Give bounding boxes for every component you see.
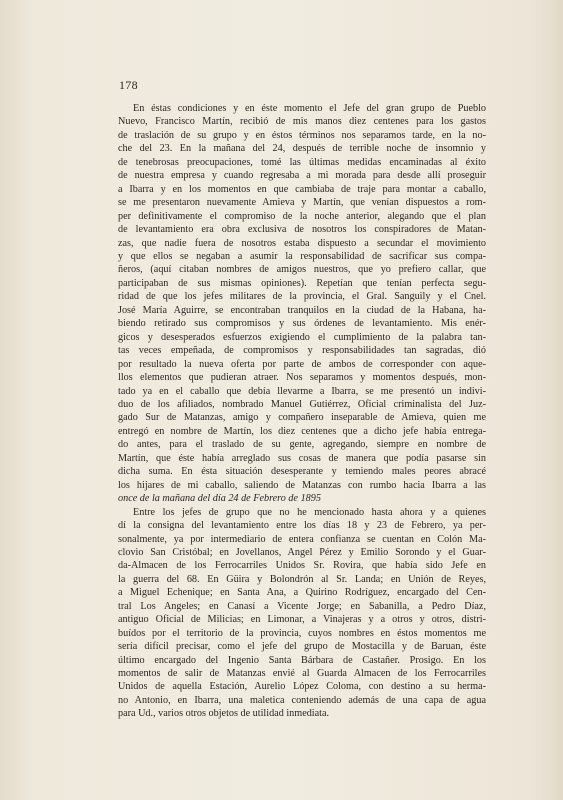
text-line: Nuevo, Francisco Martín, recibió de mis manos diez centenes para los gastos — [118, 116, 486, 128]
text-line: de traslación de su grupo y en éstos términos nos separamos tarde, en la no- — [118, 129, 486, 141]
text-line: la guerra del 68. En Güira y Bolondrón al Sr. Landa; en Unión de Reyes, — [118, 573, 486, 585]
text-line: se me presentaron nuevamente Amieva y Martín, que venían dispuestos a rom- — [118, 197, 486, 209]
text-line: En éstas condiciones y en éste momento el Jefe del gran grupo de Pueblo — [133, 103, 486, 114]
text-line: los hijares de mi caballo, saliendo de Matanzas con rumbo hacia Ibarra a las — [118, 479, 486, 491]
text-line: a Ibarra y en los momentos en que cambiaba de traje para montar a caballo, — [118, 183, 486, 195]
text-line: Unidos de aquella Estación, Aurelio López Coloma, con destino a su herma- — [118, 681, 486, 693]
text-line: sería difícil precisar, como el jefe del grupo de Mostacilla y de Baruan, éste — [118, 641, 486, 653]
text-line: tral Los Angeles; en Canasí a Vicente Jorge; en Sabanilla, a Pedro Díaz, — [118, 600, 486, 612]
text-line: último encargado del Ingenio Santa Bárbara de Castañer. Prosigo. En los — [118, 654, 486, 666]
text-line: do antes, para el traslado de su gente, agregando, siempre en nombre de — [118, 439, 486, 451]
text-line: llos elementos que pudieran atraer. Nos separamos y momentos después, mon- — [118, 372, 486, 384]
text-line: para Ud., varios otros objetos de utilidad inmediata. — [118, 708, 330, 720]
text-line: buídos por el territorio de la provincia, cuyos nombres en éstos momentos me — [118, 627, 486, 639]
text-line: zas, que nadie fuera de nosotros estaba dispuesto a secundar el movimiento — [118, 237, 486, 249]
text-line: por resultado la nueva oferta por parte de ambos de corresponder con aque- — [118, 358, 486, 370]
text-line: tas veces empeñada, de compromisos y responsabilidades tan sagradas, dió — [118, 345, 486, 357]
text-line: gado Sur de Matanzas, amigo y compañero inseparable de Amieva, quien me — [118, 412, 486, 424]
text-line: duo de los afiliados, nombrado Manuel Gutiérrez, Oficial criminalista del Juz- — [118, 398, 486, 410]
text-line: gicos y desesperados esfuerzos exigiendo el cumplimiento de la palabra tan- — [118, 331, 486, 343]
text-line: ridad de que los jefes militares de la provincia, el Gral. Sanguily y el Cnel. — [118, 291, 486, 303]
text-line: clovio San Cristóbal; en Jovellanos, Angel Pérez y Emilio Sorondo y el Guar- — [118, 546, 486, 558]
page-number: 178 — [119, 78, 138, 92]
text-line: sonalmente, ya por intermediario de entera confianza se cuentan en Colón Ma- — [118, 533, 486, 545]
text-line: a Miguel Echenique; en Santa Ana, a Quirino Rodríguez, encargado del Cen- — [118, 587, 486, 599]
paragraph-2 — [118, 506, 486, 721]
text-line: José María Aguirre, se encontraban tranquilos en la ciudad de la Habana, ha- — [118, 304, 486, 316]
text-line: dí la consigna del levantamiento entre los días 18 y 23 de Febrero, ya per- — [118, 520, 486, 532]
text-line: participaban de sus mismas opiniones). Repetían que tenían perfecta segu- — [118, 277, 486, 289]
text-line: de tenebrosas preocupaciones, tomé las últimas medidas encaminadas al éxito — [118, 156, 486, 168]
text-line: antiguo Oficial de Milicias; en Limonar, a Vinajeras y a otros y otros, distri- — [118, 614, 486, 626]
text-line: de levantamiento era obra exclusiva de nosotros los conspiradores de Matan- — [118, 224, 486, 236]
text-line: per definitivamente el compromiso de la noche anterior, alegando que el plan — [118, 210, 486, 222]
text-line: entregó en nombre de Martín, los diez centenes que a dicho jefe había entrega- — [118, 425, 486, 437]
text-line: tado ya en el caballo que debía llevarme a Ibarra, se me presentó un indivi- — [118, 385, 486, 397]
text-line: ñeros, (aquí citaban nombres de amigos nuestros, que yo prefiero callar, que — [118, 264, 486, 276]
text-line: no Antonio, en Ibarra, una maletica conteniendo además de una capa de agua — [118, 694, 486, 706]
text-line: Martín, que éste había arreglado sus cosas de manera que podía pasarse sin — [118, 452, 486, 464]
text-line: de nuestra empresa y cuando regresaba a mi morada para desde allí proseguir — [118, 170, 486, 182]
text-line: momentos de salir de Matanzas envié al Guarda Almacen de los Ferrocarriles — [118, 668, 486, 680]
text-line: da-Almacen de los Ferrocarriles Unidos Sr. Rovira, que había sido Jefe en — [118, 560, 486, 572]
text-line: che del 23. En la mañana del 24, después de terrible noche de insomnio y — [118, 143, 486, 155]
text-line: dicha suma. En ésta situación desesperante y temiendo males peores abracé — [118, 466, 486, 478]
text-line: biendo retirado sus compromisos y sus órdenes de levantamiento. Mis enér- — [118, 318, 486, 330]
body-text — [118, 102, 486, 721]
text-line: y que ellos se negaban a asumir la responsabilidad de sacrificar sus compa- — [118, 250, 486, 262]
text-line: Entre los jefes de grupo que no he mencionado hasta ahora y a quienes — [133, 506, 486, 518]
text-line-italic: once de la mañana del día 24 de Febrero de 1895 — [118, 493, 321, 505]
paragraph-1 — [118, 102, 486, 506]
